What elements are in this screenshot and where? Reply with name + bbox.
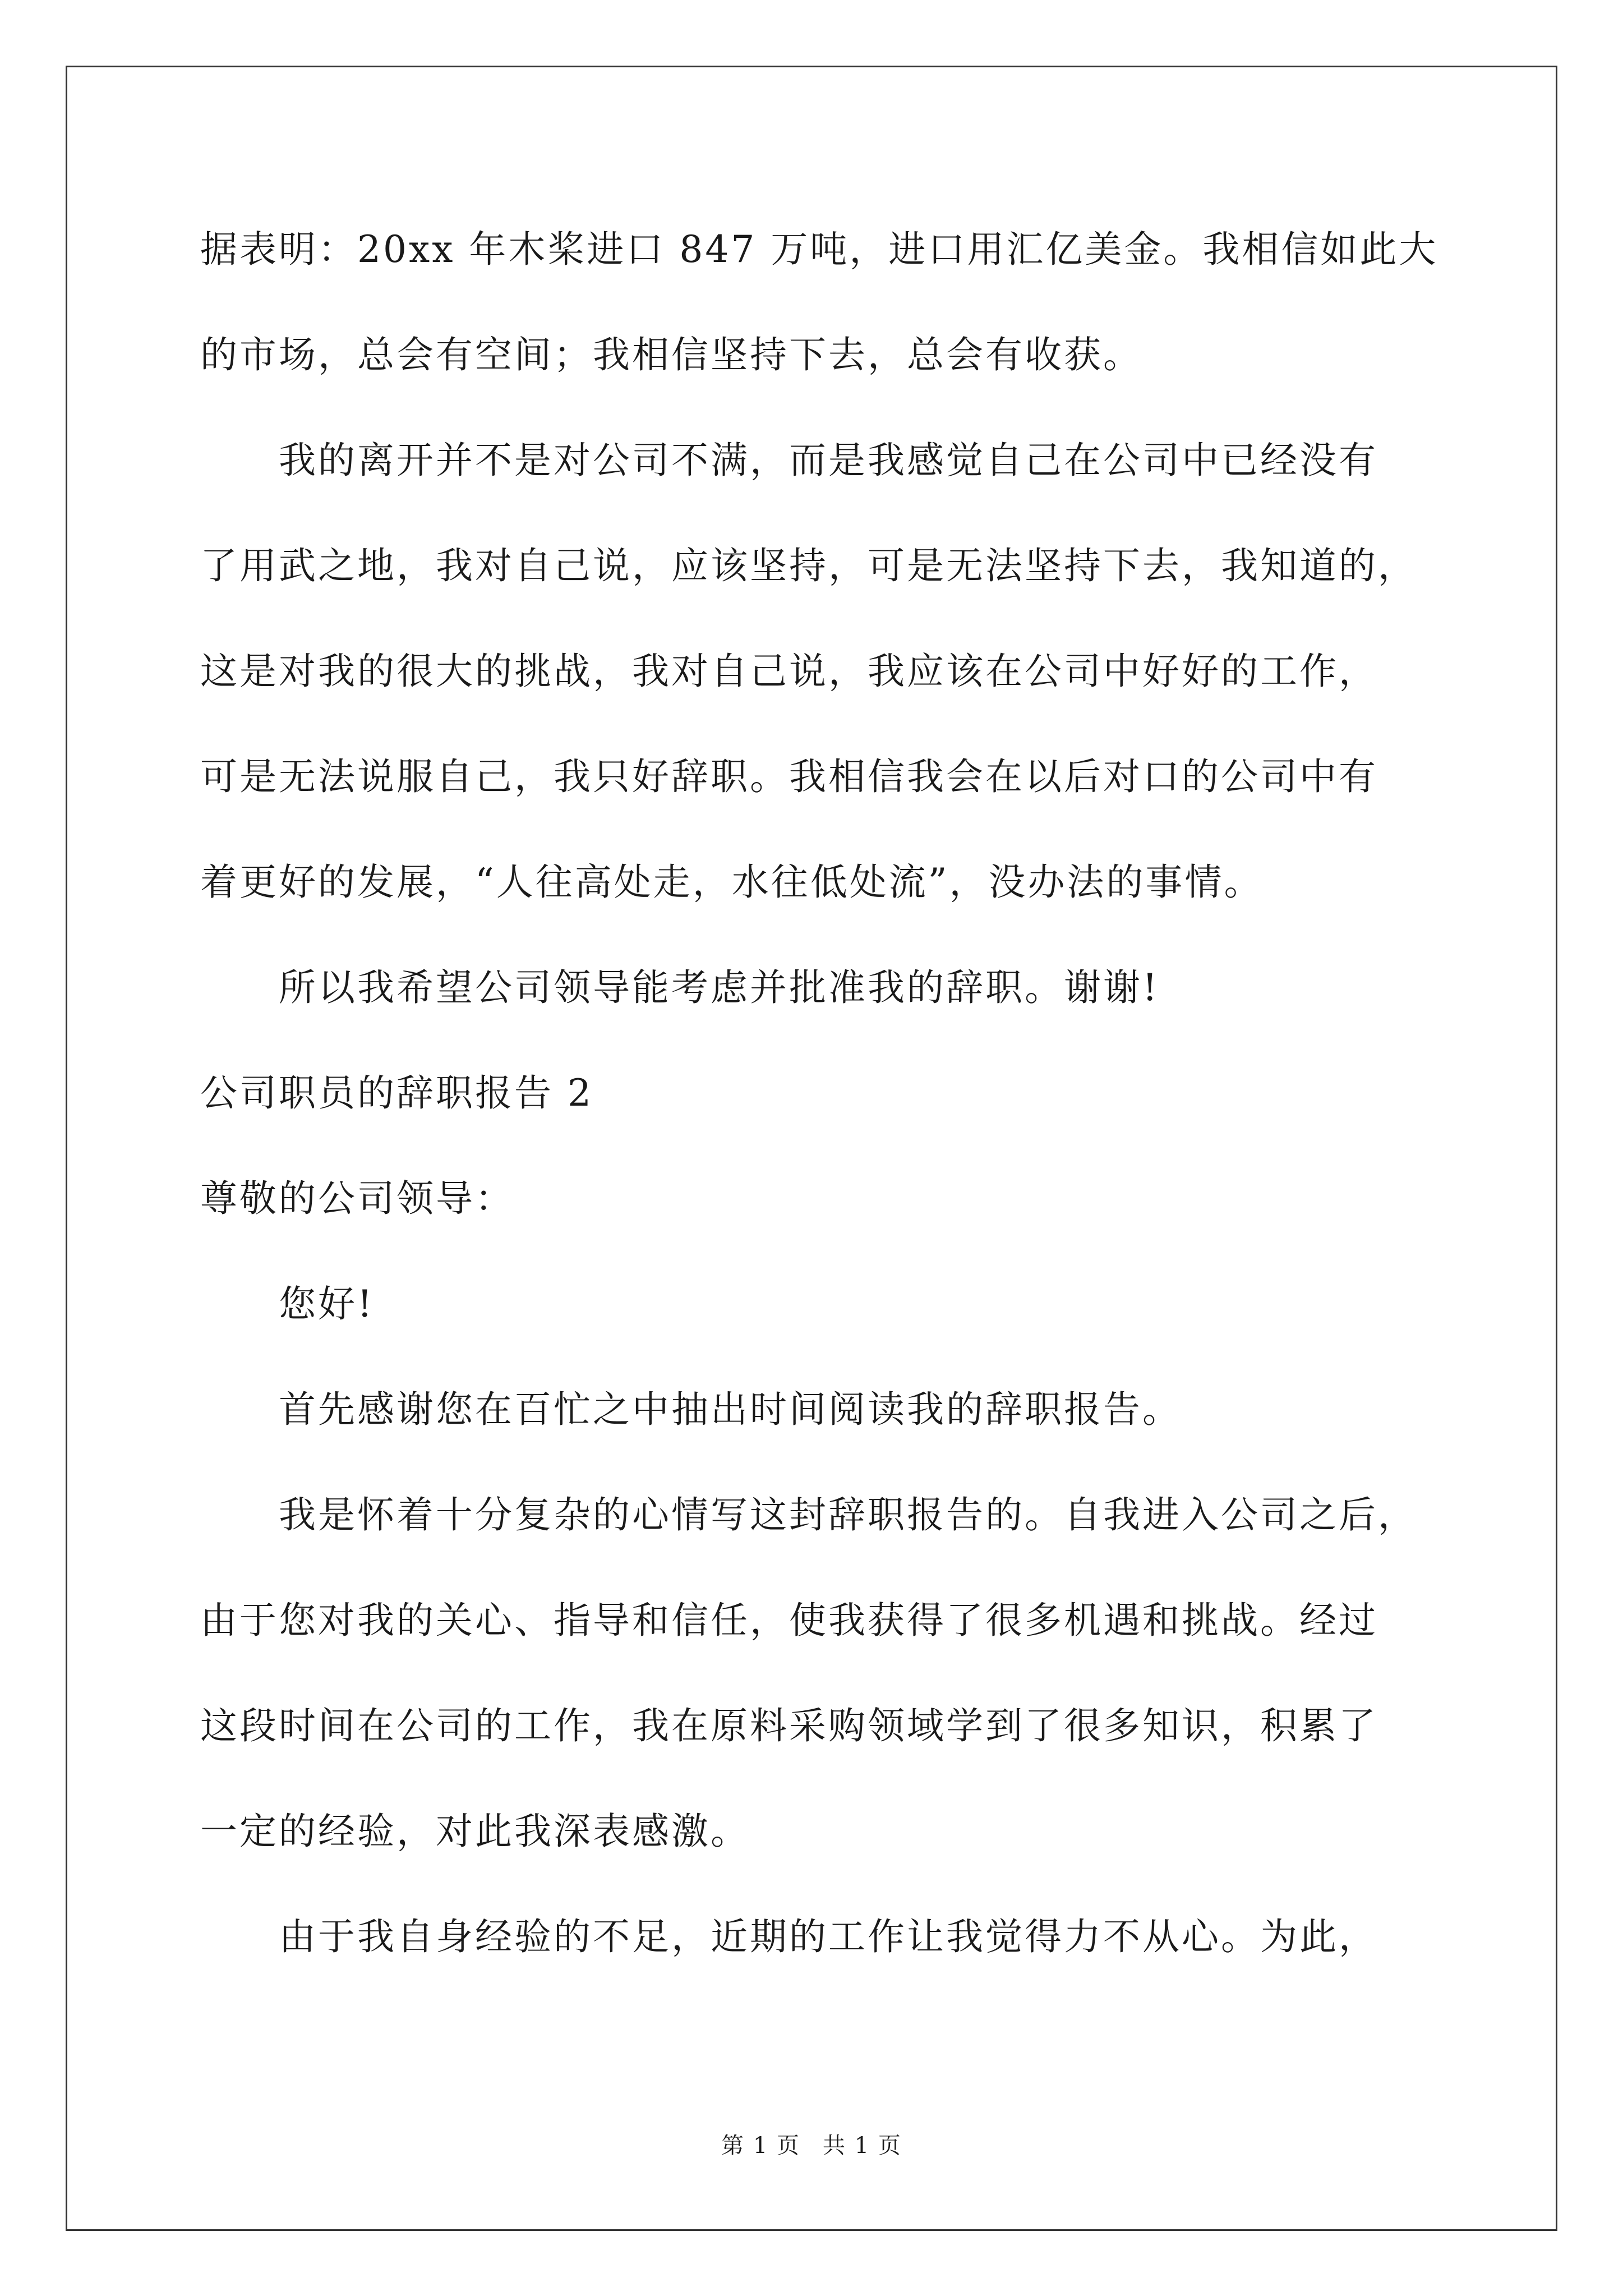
section-heading: 公司职员的辞职报告 2 bbox=[200, 1071, 593, 1115]
page-footer bbox=[0, 2132, 1623, 2160]
text-line: 的市场，总会有空间；我相信坚持下去，总会有收获。 bbox=[200, 333, 1142, 376]
paragraph-first-line: 所以我希望公司领导能考虑并批准我的辞职。谢谢! bbox=[279, 966, 1160, 1009]
paragraph-first-line: 由于我自身经验的不足，近期的工作让我觉得力不从心。为此， bbox=[279, 1915, 1378, 1958]
salutation: 尊敬的公司领导： bbox=[200, 1177, 514, 1220]
text-line: 这是对我的很大的挑战，我对自己说，我应该在公司中好好的工作， bbox=[200, 650, 1378, 693]
text-line: 一定的经验，对此我深表感激。 bbox=[200, 1810, 750, 1853]
text-line: 这段时间在公司的工作，我在原料采购领域学到了很多知识，积累了 bbox=[200, 1704, 1378, 1747]
paragraph-first-line: 我是怀着十分复杂的心情写这封辞职报告的。自我进入公司之后， bbox=[279, 1493, 1417, 1536]
paragraph-first-line: 我的离开并不是对公司不满，而是我感觉自己在公司中已经没有 bbox=[279, 439, 1378, 482]
document-body bbox=[200, 222, 1456, 2014]
text-line: 由于您对我的关心、指导和信任，使我获得了很多机遇和挑战。经过 bbox=[200, 1599, 1378, 1642]
text-line: 可是无法说服自己，我只好辞职。我相信我会在以后对口的公司中有 bbox=[200, 755, 1378, 798]
text-line: 了用武之地，我对自己说，应该坚持，可是无法坚持下去，我知道的， bbox=[200, 544, 1417, 587]
greeting: 您好! bbox=[279, 1282, 375, 1326]
text-line: 着更好的发展，“人往高处走，水往低处流”，没办法的事情。 bbox=[200, 861, 1264, 904]
paragraph-first-line: 首先感谢您在百忙之中抽出时间阅读我的辞职报告。 bbox=[279, 1388, 1182, 1431]
page-number-total: 共 1 页 bbox=[823, 2133, 902, 2159]
page-number-current: 第 1 页 bbox=[721, 2133, 800, 2159]
text-line: 据表明：20xx 年木桨进口 847 万吨，进口用汇亿美金。我相信如此大 bbox=[200, 228, 1438, 271]
